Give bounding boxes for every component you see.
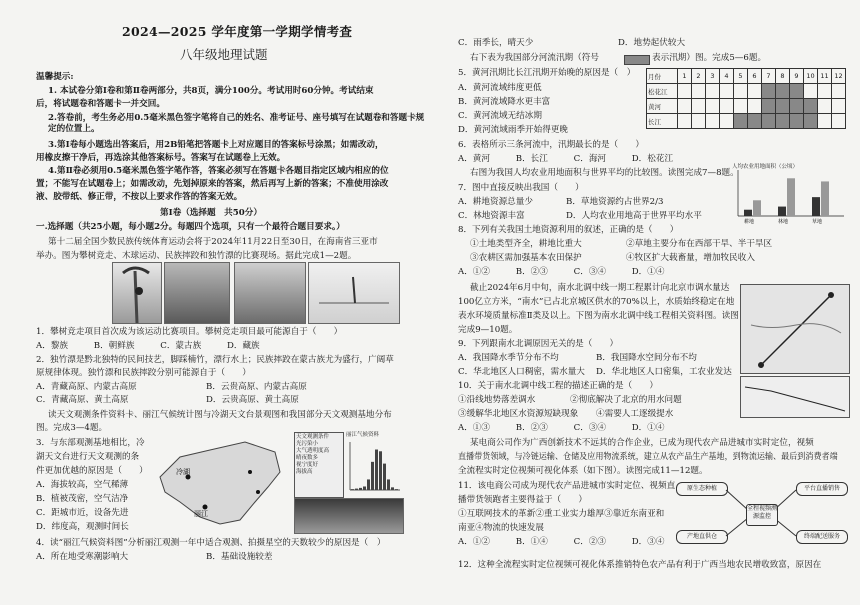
- option-a: A．所在地受寒潮影响大: [36, 552, 129, 562]
- tree-climbing-photo: [112, 262, 162, 324]
- tips-line: 4.第Ⅱ卷必须用0.5毫米黑色签字笔作答，答案必须写在答题卡各题目指定区域内相应的位: [48, 166, 389, 176]
- precip-bar: [383, 464, 386, 490]
- bar-世界: [787, 178, 795, 216]
- option-d: D．纬度高，观测时间长: [36, 522, 129, 532]
- section-instruction: 一.选择题（共25小题，每小题2分。每题四个选项，只有一个最符合题目要求。）: [36, 222, 345, 232]
- month-cell: [818, 99, 832, 114]
- tips-line: 用橡皮擦干净后，再选涂其他答案标号。答案写在试题卷上无效。: [36, 153, 286, 163]
- card-item: 海拔高: [296, 469, 313, 475]
- flood-cell: [762, 99, 776, 114]
- flood-cell: [804, 114, 818, 129]
- month-cell: [720, 99, 734, 114]
- card-item: 视宁度好: [296, 462, 319, 468]
- option-c: C．林地资源丰富: [458, 211, 525, 221]
- month-cell: 6: [748, 69, 762, 84]
- question-3-cont: 件更加优越的原因是（ ）: [36, 466, 148, 476]
- option-c: C．雨季长，晴天少: [458, 38, 534, 48]
- elevation-profile-icon: [741, 377, 849, 417]
- tips-line: 2.答卷前，考生务必用0.5毫米黑色签字笔将自己的姓名、准考证号、座号填写在试题卷和答题卡规定的位置上。: [48, 113, 425, 134]
- precip-bar: [387, 479, 390, 490]
- option-c: C．黄河流域无结冰期: [458, 111, 542, 121]
- statement: ④牧区扩大载畜量，增加牧民收入: [626, 253, 755, 263]
- month-cell: 4: [720, 69, 734, 84]
- month-cell: [692, 114, 706, 129]
- passage-text: 举办。图为攀树竞走、木球运动、民族摔跤和独竹漂的比赛现场。据此完成1—2题。: [36, 251, 357, 261]
- option-d: D．地势起伏较大: [618, 38, 686, 48]
- month-cell: [706, 84, 720, 99]
- option-a: A．海拔较高，空气稀薄: [36, 480, 129, 490]
- table-header-row: [647, 69, 846, 84]
- flood-cell: [776, 84, 790, 99]
- water-diversion-route-icon: [741, 285, 849, 373]
- river-name-cell: 松花江: [647, 84, 678, 99]
- table-row: [647, 99, 846, 114]
- statement: ③缓解华北地区水资源短缺现象: [458, 409, 579, 419]
- month-cell: 8: [776, 69, 790, 84]
- lenghu-observatory-photo: [294, 498, 404, 534]
- climate-chart-svg: [346, 438, 402, 494]
- question-11-cont: 播带货领跑者主要得益于（ ）: [458, 495, 587, 505]
- option-c: C．距城市近，设备先进: [36, 508, 129, 518]
- precip-bar: [395, 489, 398, 490]
- precip-bar: [367, 479, 370, 490]
- table-header-cell: 月份: [647, 69, 678, 84]
- wrestling-photo: [234, 262, 306, 324]
- land-chart-title: 人均农业用地面积（公顷）: [732, 164, 799, 170]
- precip-bar: [391, 487, 394, 490]
- option-b: B．植被茂密，空气洁净: [36, 494, 129, 504]
- bar-世界: [821, 181, 829, 216]
- flood-cell: [776, 99, 790, 114]
- tips-heading: 温馨提示:: [36, 72, 74, 82]
- question-8: 8．下列有关我国土地资源利用的叙述，正确的是（ ）: [458, 225, 679, 235]
- center-node: 全程视频溯源监控: [746, 504, 778, 526]
- option-c: C．华北地区人口稠密，需水量大: [458, 367, 585, 377]
- question-10-options: A．①③ B．②③ C．③④ D．①④: [458, 423, 665, 433]
- question-12: 12．这种全流程实时定位视频可视化体系推销特色农产品有利于广西当地农民增收致富，原因在: [458, 560, 822, 570]
- passage-text: 图。完成3—4题。: [36, 423, 108, 433]
- observation-conditions-card: [294, 432, 344, 498]
- question-9: 9．下列跟南水北调原因无关的是（ ）: [458, 339, 619, 349]
- flood-cell: [762, 84, 776, 99]
- category-label: 耕地: [744, 219, 755, 224]
- wood-ball-photo: [164, 262, 230, 324]
- category-label: 草地: [812, 219, 823, 224]
- passage-text: 读天文观测条件资料卡、丽江气候统计图与冷湖天文台景观图和我国部分天文观测基地分布: [48, 410, 392, 420]
- option-d: D．人均农业用地高于世界平均水平: [566, 211, 702, 221]
- elevation-profile: [740, 376, 850, 418]
- card-item: 大气透明度高: [296, 448, 330, 454]
- map-label-lenghu: 冷湖: [176, 468, 190, 476]
- section-heading: 第Ⅰ卷（选择题 共50分）: [160, 208, 262, 218]
- card-item: 光污染小: [296, 441, 319, 447]
- month-cell: 2: [692, 69, 706, 84]
- card-item: 晴夜数多: [296, 455, 319, 461]
- flow-node: 平台直播销售: [796, 482, 848, 496]
- climate-chart-title: 丽江气候资料: [346, 432, 380, 438]
- passage-text: 表水环境质量标准Ⅱ类及以上。下图为南水北调中线工程相关资料图。读图: [458, 311, 739, 321]
- statement: ①沿线地势落差调水: [458, 395, 536, 405]
- precip-bar: [363, 486, 366, 490]
- precip-bar: [371, 462, 374, 490]
- statement: 南亚④物流的快速发展: [458, 523, 544, 533]
- bamboo-rafting-icon: [309, 263, 399, 323]
- statement: ④需要人工逐级提水: [596, 409, 674, 419]
- month-cell: 9: [790, 69, 804, 84]
- question-1-options: A．黎族 B．朝鲜族 C．蒙古族 D．藏族: [36, 341, 260, 351]
- bar-中国: [812, 197, 820, 216]
- option-d: D．华北地区人口密集，工农业发达: [596, 367, 732, 377]
- lijiang-climate-chart: [346, 430, 402, 494]
- bar-世界: [753, 200, 761, 216]
- question-11: 11．该电商公司成为现代农产品进城市实时定位、视频直: [458, 481, 676, 491]
- tips-line: 置；不能写在试题卷上；如需改动，先划掉原来的答案，然后再写上新的答案；不准使用涂改: [36, 179, 389, 189]
- bar-中国: [744, 210, 752, 216]
- flow-node: 原生态种植: [676, 482, 728, 496]
- precip-bar: [379, 451, 382, 490]
- precip-bar: [359, 488, 362, 490]
- tree-climbing-icon: [113, 263, 161, 323]
- passage-text: 100亿立方米，“南水”已占北京城区供水的70%以上，水质始终稳定在地: [458, 297, 735, 307]
- month-cell: 11: [818, 69, 832, 84]
- option-a: A．青藏高原、内蒙古高原: [36, 382, 137, 392]
- precip-bar: [351, 489, 354, 490]
- flood-cell: [748, 114, 762, 129]
- month-cell: [804, 84, 818, 99]
- month-cell: [706, 99, 720, 114]
- option-d: D．黄河流域雨季开始得更晚: [458, 125, 569, 135]
- month-cell: 3: [706, 69, 720, 84]
- month-cell: [748, 84, 762, 99]
- card-title: 天文观测条件: [296, 434, 330, 440]
- month-cell: [818, 114, 832, 129]
- question-1: 1．攀树竞走项目首次成为该运动比赛项目。攀树竞走项目最可能源自于（ ）: [36, 327, 343, 337]
- passage-text: 表示汛期）图。完成5—6题。: [652, 53, 767, 63]
- month-cell: [818, 84, 832, 99]
- statement: ①互联网技术的革新②重工业实力雄厚③靠近东南亚和: [458, 509, 665, 519]
- category-label: 林地: [778, 219, 789, 224]
- question-2: 2．独竹漂是黔北独特的民间技艺，脚踩楠竹，漂行水上；民族摔跤在蒙古族尤为盛行，广阔草: [36, 355, 394, 365]
- passage-text: 第十二届全国少数民族传统体育运动会将于2024年11月22日至30日，在海南省三亚市: [48, 237, 378, 247]
- question-2-cont: 原规律体现。独竹漂和民族摔跤分别可能源自于（ ）: [36, 368, 251, 378]
- tips-line: 后，将试题卷和答题卡一并交回。: [36, 99, 165, 109]
- option-b: B．草地资源约占世界2/3: [566, 197, 664, 207]
- table-row: [647, 84, 846, 99]
- table-row: [647, 114, 846, 129]
- passage-text: 直播带货领域，与冷链运输、仓储及应用物流系统，建立从农产品生产基地，到物流运输、最后到消费者端: [458, 452, 838, 462]
- tips-line: 3.第Ⅰ卷每小题选出答案后，用2B铅笔把答题卡上对应题目的答案标号涂黑；如需改动，: [48, 140, 384, 150]
- bar-中国: [778, 207, 786, 216]
- month-cell: [832, 114, 846, 129]
- month-cell: [706, 114, 720, 129]
- question-8-options: A．①② B．②③ C．③④ D．①④: [458, 267, 665, 277]
- question-6: 6．表格所示三条河流中，汛期最长的是（ ）: [458, 140, 644, 150]
- statement: ②草地主要分布在西部干旱、半干旱区: [626, 239, 773, 249]
- land-chart-svg: [728, 162, 846, 224]
- month-cell: [832, 84, 846, 99]
- month-cell: [832, 99, 846, 114]
- statement: ①土地类型齐全，耕地比重大: [470, 239, 582, 249]
- month-cell: [748, 99, 762, 114]
- month-cell: 1: [678, 69, 692, 84]
- question-3-cont: 湖天文台进行天文观测的条: [36, 452, 140, 462]
- flow-node: 产地直供仓: [676, 530, 728, 544]
- tips-line: 液、胶带纸、修正带，不按以上要求作答的答案无效。: [36, 192, 243, 202]
- question-4: 4．读“丽江气候资料图”分析丽江观测一年中适合观测、拍摄星空的天数较少的原因是（ ）: [36, 538, 386, 548]
- flood-cell: [790, 99, 804, 114]
- map-label-lijiang: 丽江: [194, 510, 208, 518]
- statement: ③农耕区需加强基本农田保护: [470, 253, 582, 263]
- month-cell: [734, 84, 748, 99]
- question-7: 7．图中直接反映出我国（ ）: [458, 183, 584, 193]
- month-cell: [678, 84, 692, 99]
- river-name-cell: 长江: [647, 114, 678, 129]
- water-diversion-map: [740, 284, 850, 374]
- flood-cell: [762, 114, 776, 129]
- flood-legend-swatch: [624, 55, 650, 65]
- flood-cell: [790, 114, 804, 129]
- option-a: A．我国降水季节分布不均: [458, 353, 559, 363]
- flood-cell: [790, 84, 804, 99]
- precip-bar: [355, 489, 358, 490]
- land-use-chart: [728, 162, 846, 224]
- flow-node: 终端配送服务: [796, 530, 848, 544]
- question-5: 5．黄河汛期比长江汛期开始晚的原因是（ ）: [458, 68, 636, 78]
- month-cell: [720, 84, 734, 99]
- question-3: 3．与东部观测基地相比，冷: [36, 438, 145, 448]
- passage-text: 截止2024年6月中旬，南水北调中线一期工程累计向北京市调水量达: [470, 283, 730, 293]
- bamboo-rafting-photo: [308, 262, 400, 324]
- passage-text: 右图为我国人均农业用地面积与世界平均的比较图。读图完成7—8题。: [470, 168, 739, 178]
- month-cell: [692, 99, 706, 114]
- river-flood-table: [646, 68, 846, 129]
- month-cell: [678, 99, 692, 114]
- passage-text: 完成9—10题。: [458, 325, 518, 335]
- option-a: A．耕地资源总量少: [458, 197, 533, 207]
- month-cell: [692, 84, 706, 99]
- month-cell: 7: [762, 69, 776, 84]
- precip-bar: [375, 450, 378, 490]
- supply-chain-diagram: [672, 478, 850, 548]
- option-d: D．云贵高原、黄土高原: [206, 395, 299, 405]
- option-c: C．青藏高原、黄土高原: [36, 395, 129, 405]
- flood-cell: [804, 99, 818, 114]
- passage-text: 某电商公司作为广西创新技术不远其的合作企业，已成为现代农产品进城市实时定位，视频: [470, 438, 814, 448]
- option-a: A．黄河流域纬度更低: [458, 83, 542, 93]
- china-map: [150, 432, 290, 532]
- question-10: 10．关于南水北调中线工程的描述正确的是（ ）: [458, 381, 658, 391]
- option-b: B．基础设施较差: [206, 552, 273, 562]
- exam-subtitle: 八年级地理试题: [180, 47, 268, 62]
- exam-title: 2024—2025 学年度第一学期学情考查: [122, 24, 353, 39]
- option-b: B．云贵高原、内蒙古高原: [206, 382, 307, 392]
- month-cell: 12: [832, 69, 846, 84]
- option-b: B．我国降水空间分布不均: [596, 353, 697, 363]
- river-name-cell: 黄河: [647, 99, 678, 114]
- question-11-options: A．①② B．①④ C．②③ D．③④: [458, 537, 665, 547]
- passage-text: 全流程实时定位视频可视化体系（如下图）。读图完成11—12题。: [458, 466, 708, 476]
- option-b: B．黄河流域降水更丰富: [458, 97, 551, 107]
- month-cell: [720, 114, 734, 129]
- passage-text: 右下表为我国部分河流汛期（符号: [470, 53, 599, 63]
- question-6-options: A．黄河 B．长江 C．海河 D．松花江: [458, 154, 674, 164]
- month-cell: [678, 114, 692, 129]
- flood-cell: [734, 114, 748, 129]
- month-cell: 10: [804, 69, 818, 84]
- statement: ②彻底解决了北京的用水问题: [570, 395, 682, 405]
- month-cell: [734, 99, 748, 114]
- flood-cell: [776, 114, 790, 129]
- tips-line: 1. 本试卷分第Ⅰ卷和第Ⅱ卷两部分，共8页，满分100分。考试用时60分钟。考试结束: [48, 86, 374, 96]
- month-cell: 5: [734, 69, 748, 84]
